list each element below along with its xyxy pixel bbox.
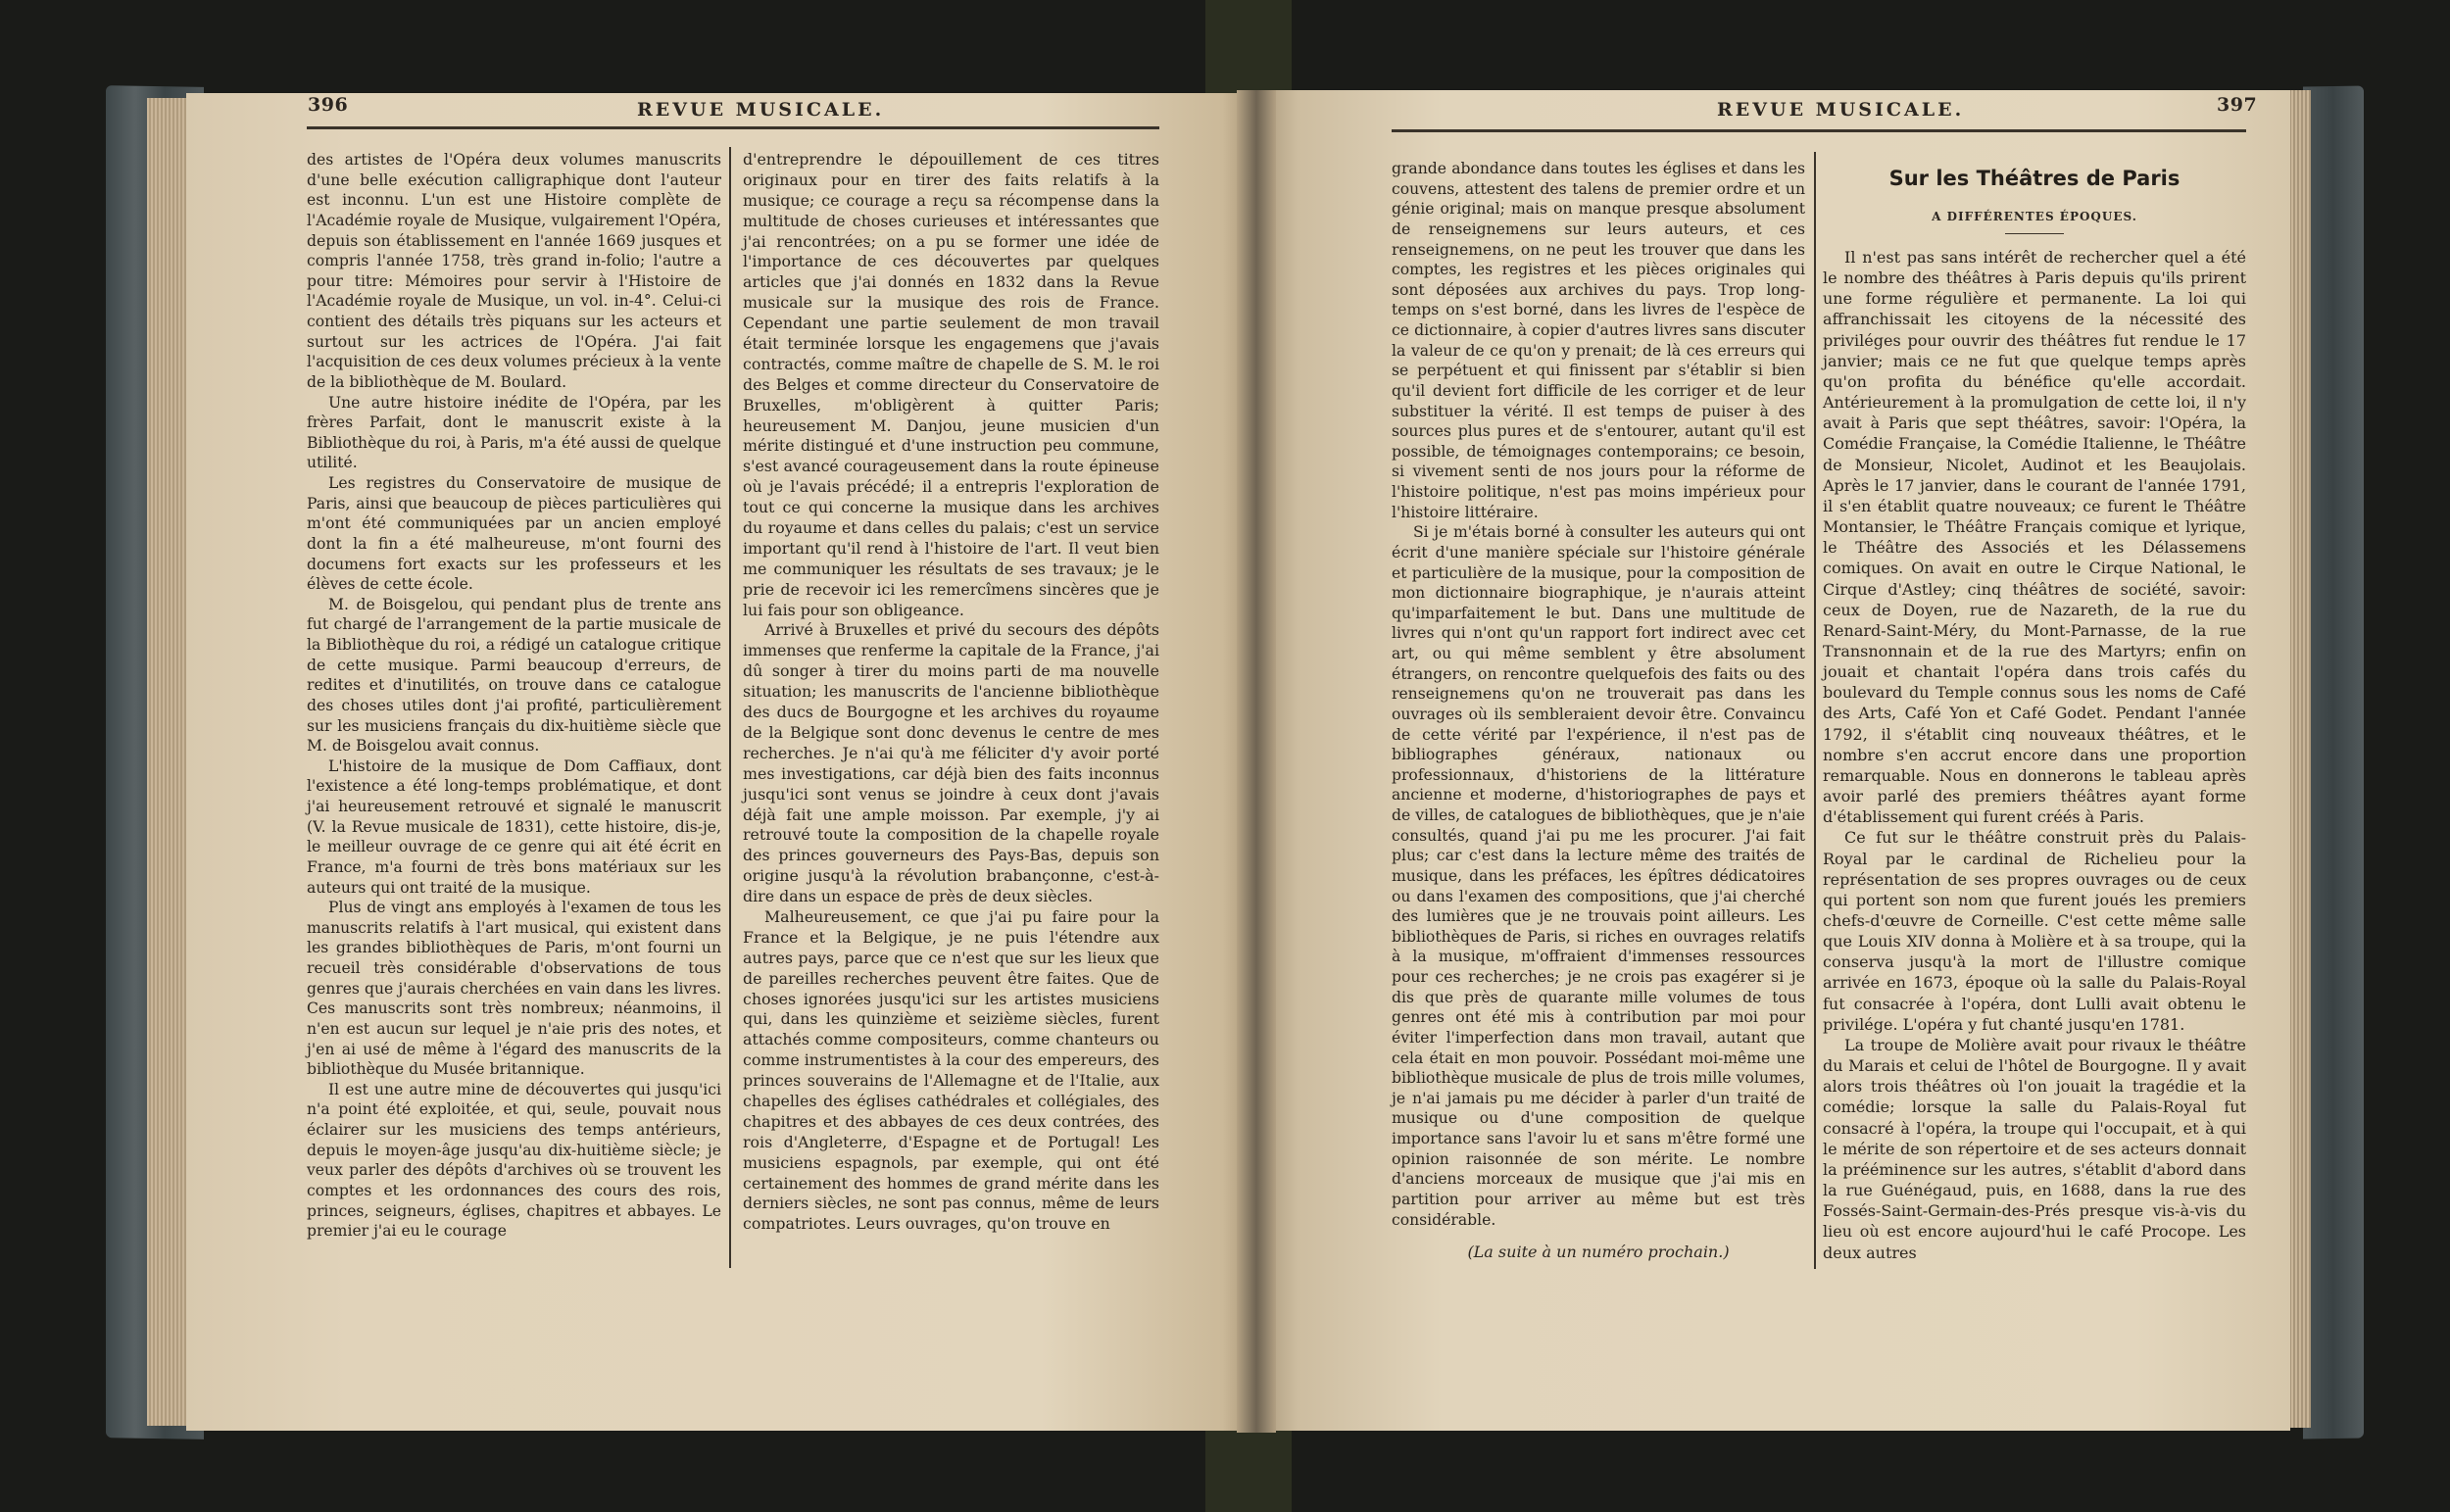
continuation-note: (La suite à un numéro prochain.) — [1467, 1243, 1730, 1261]
left-column-divider — [729, 147, 731, 1268]
paragraph: grande abondance dans toutes les églises et dans les couvens, attestent des talens de premier ordre et un génie original; mais on manque presque absolument de renseignemens sur leurs auteurs, et ces renseignemens, on ne peut les trouver que dans les comptes, les registres et les pièces originales qui sont déposées aux archives du pays. Trop long-temps on s'est borné, dans les livres de l'espèce de ce dictionnaire, à copier d'autres livres sans discuter la valeur de ce qu'on y prenait; de là ces erreurs qui se perpétuent et qui finissent par s'établir si bien qu'il devient fort difficile de les corriger et de leur substituer la vérité. Il est temps de puiser à des sources plus pures et de s'entourer, autant qu'il est possible, de témoignages contemporains; ce besoin, si vivement senti de nos jours pour la réforme de l'histoire politique, n'est pas moins impérieux pour l'histoire littéraire. — [1392, 160, 1805, 521]
left-running-head: REVUE MUSICALE. — [637, 99, 885, 121]
article-subtitle: A DIFFÉRENTES ÉPOQUES. — [1932, 210, 2137, 223]
right-column-divider — [1814, 152, 1816, 1269]
paragraph: Ce fut sur le théâtre construit près du Palais-Royal par le cardinal de Richelieu pour la représentation de ses propres ouvrages ou de ceux qui portent son nom que furent joués les premiers chefs-d'œuvre de Corneille. C'est cette même salle que Louis XIV donna à Molière et à sa troupe, qui la conserva jusqu'à la mort de l'illustre comique arrivée en 1673, époque où la salle du Palais-Royal fut consacrée à l'opéra, dont Lulli avait obtenu le privilége. L'opéra y fut chanté jusqu'en 1781. — [1823, 828, 2246, 1034]
paragraph: Arrivé à Bruxelles et privé du secours des dépôts immenses que renferme la capitale de la France, j'ai dû songer à tirer du moins parti de ma nouvelle situation; les manuscrits de l'ancienne bibliothèque des ducs de Bourgogne et les archives du royaume de la Belgique sont donc devenus le centre de mes recherches. Je n'ai qu'à me féliciter d'y avoir porté mes investigations, car déjà bien des faits inconnus jusqu'ici sont venus se joindre à ceux dont j'avais déjà fait une ample moisson. Par exemple, j'y ai retrouvé toute la composition de la chapelle royale des princes gouverneurs des Pays-Bas, depuis son origine jusqu'à la révolution brabançonne, c'est-à-dire dans un espace de près de deux siècles. — [743, 620, 1159, 906]
left-page-number: 396 — [308, 94, 349, 116]
right-header-rule — [1392, 129, 2246, 132]
right-page-number: 397 — [2217, 94, 2258, 116]
left-column-1 — [307, 150, 721, 1242]
paragraph: La troupe de Molière avait pour rivaux le théâtre du Marais et celui de l'hôtel de Bourgogne. Il y avait alors trois théâtres où l'on jouait la tragédie et la comédie; lorsque la salle du Palais-Royal fut consacré à l'opéra, la troupe qui l'occupait, et à qui le mérite de son répertoire et de ses acteurs donnait la prééminence sur les autres, s'établit d'abord dans la rue Guénégaud, puis, en 1688, dans la rue des Fossés-Saint-Germain-des-Prés presque vis-à-vis du lieu où est encore aujourd'hui le café Procope. Les deux autres — [1823, 1035, 2246, 1262]
right-column-1 — [1392, 159, 1805, 1230]
paragraph: L'histoire de la musique de Dom Caffiaux, dont l'existence a été long-temps problématique, et dont j'ai heureusement retrouvé et signalé le manuscrit (V. la Revue musicale de 1831), cette histoire, dis-je, le meilleur ouvrage de ce genre qui ait été écrit en France, m'a fourni de très bons matériaux sur les auteurs qui ont traité de la musique. — [307, 756, 721, 897]
right-running-head: REVUE MUSICALE. — [1717, 99, 1965, 121]
book-gutter — [1237, 90, 1276, 1433]
paragraph: M. de Boisgelou, qui pendant plus de trente ans fut chargé de l'arrangement de la partie musicale de la Bibliothèque du roi, a rédigé un catalogue critique de cette musique. Parmi beaucoup d'erreurs, de redites et d'inutilités, on trouve dans ce catalogue des choses utiles dont j'ai profité, particulièrement sur les musiciens français du dix-huitième siècle que M. de Boisgelou avait connus. — [307, 595, 721, 756]
left-header-rule — [307, 126, 1159, 129]
paragraph: Il est une autre mine de découvertes qui jusqu'ici n'a point été exploitée, et qui, seule, pouvait nous éclairer sur les musiciens des temps antérieurs, depuis le moyen-âge jusqu'au dix-huitième siècle; je veux parler des dépôts d'archives où se trouvent les comptes et les ordonnances des cours des rois, princes, seigneurs, églises, chapitres et abbayes. Le premier j'ai eu le courage — [307, 1080, 721, 1241]
paragraph: Il n'est pas sans intérêt de rechercher quel a été le nombre des théâtres à Paris depuis qu'ils prirent une forme régulière et permanente. La loi qui affranchissait les citoyens de la nécessité des priviléges pour ouvrir des théâtres fut rendue le 17 janvier; mais ce ne fut que quelque temps après qu'on profita du bénéfice qu'elle accordait. Antérieurement à la promulgation de cette loi, il n'y avait à Paris que sept théâtres, savoir: l'Opéra, la Comédie Française, la Comédie Italienne, le Théâtre de Monsieur, Nicolet, Audinot et les Beaujolais. Après le 17 janvier, dans le courant de l'année 1791, il s'en établit quatre nouveaux; ce furent le Théâtre Montansier, le Théâtre Français comique et lyrique, le Théâtre des Associés et les Délassemens comiques. On avait en outre le Cirque National, le Cirque d'Astley; cinq théâtres de société, savoir: ceux de Doyen, rue de Nazareth, de la rue du Renard-Saint-Méry, du Mont-Parnasse, de la rue Transnonnain et de la rue des Martyrs; enfin on jouait et chantait l'opéra dans trois cafés du boulevard du Temple connus sous les noms de Café des Arts, Café Yon et Café Godet. Pendant l'année 1792, il s'établit cinq nouveaux théâtres, et le nombre s'en accrut encore dans une proportion remarquable. Nous en donnerons le tableau après avoir parlé des premiers théâtres ayant forme d'établissement qui furent créés à Paris. — [1823, 248, 2246, 827]
book-cover-right — [2303, 85, 2364, 1439]
paragraph: Plus de vingt ans employés à l'examen de tous les manuscrits relatifs à l'art musical, qui existent dans les grandes bibliothèques de Paris, m'ont fourni un recueil très considérable d'observations de tous genres que j'aurais cherchées en vain dans les livres. Ces manuscrits sont très nombreux; néanmoins, il n'en est aucun sur lequel je n'aie pris des notes, et j'en ai usé de même à l'égard des manuscrits de la bibliothèque du Musée britannique. — [307, 899, 721, 1079]
article-title: Sur les Théâtres de Paris — [1888, 167, 2180, 190]
right-column-2 — [1823, 247, 2246, 1263]
paragraph: Si je m'étais borné à consulter les auteurs qui ont écrit d'une manière spéciale sur l'histoire générale et particulière de la musique, pour la composition de mon dictionnaire biographique, je n'aurais atteint qu'imparfaitement le but. Dans une multitude de livres qui n'ont qu'un rapport fort indirect avec cet art, ou qui même semblent y être absolument étrangers, on rencontre quelquefois des faits ou des renseignemens qu'on ne trouverait pas dans les ouvrages où ils sembleraient devoir être. Convaincu de cette vérité par l'expérience, il n'est pas de bibliographes généraux, nationaux ou professionnaux, d'historiens de la littérature ancienne et moderne, d'historiographes de pays et de villes, de catalogues de bibliothèques, que je n'aie consultés, quand j'ai pu me les procurer. J'ai fait plus; car c'est dans la lecture même des traités de musique, dans les préfaces, les épîtres dédicatoires ou dans l'examen des compositions, que j'ai cherché des lumières que je ne trouvais point ailleurs. Les bibliothèques de Paris, si riches en ouvrages relatifs à la musique, m'offraient d'immenses ressources pour ces recherches; je ne crois pas exagérer si je dis que près de quarante mille volumes de tous genres ont été mis à contribution par moi pour éviter l'imperfection dans mon travail, autant que cela était en mon pouvoir. Possédant moi-même une bibliothèque musicale de plus de trois mille volumes, je n'ai jamais pu me décider à parler d'un traité de musique ou d'une composition de quelque importance sans l'avoir lu et sans m'être formé une opinion raisonnée de son mérite. Le nombre d'anciens morceaux de musique que j'ai mis en partition pour arriver au même but est très considérable. — [1392, 523, 1805, 1229]
paragraph: Une autre histoire inédite de l'Opéra, par les frères Parfait, dont le manuscrit existe à la Bibliothèque du roi, à Paris, m'a été aussi de quelque utilité. — [307, 393, 721, 472]
left-column-2 — [743, 150, 1159, 1235]
title-rule — [2005, 233, 2064, 234]
paragraph: d'entreprendre le dépouillement de ces titres originaux pour en tirer des faits relatifs à la musique; ce courage a reçu sa récompense dans la multitude de choses curieuses et intéressantes que j'ai rencontrées; on a pu se former une idée de l'importance de ces découvertes par quelques articles que j'ai donnés en 1832 dans la Revue musicale sur la musique des rois de France. Cependant une partie seulement de mon travail était terminée lorsque les engagemens que j'avais contractés, comme maître de chapelle de S. M. le roi des Belges et comme directeur du Conservatoire de Bruxelles, m'obligèrent à quitter Paris; heureusement M. Danjou, jeune musicien d'un mérite distingué et d'une instruction peu commune, s'est avancé courageusement dans la route épineuse où je l'avais précédé; il a entrepris l'exploration de tout ce qui concerne la musique dans les archives du royaume et dans celles du palais; c'est un service important qu'il rend à l'histoire de l'art. Il veut bien me communiquer les résultats de ses travaux; je le prie de recevoir ici les remercîmens sincères que je lui fais pour son obligeance. — [743, 150, 1159, 619]
paragraph: Les registres du Conservatoire de musique de Paris, ainsi que beaucoup de pièces particulières qui m'ont été communiquées par un ancien employé dont la fin a été malheureuse, m'ont fourni des documens fort exacts sur les professeurs et les élèves de cette école. — [307, 474, 721, 594]
paragraph: Malheureusement, ce que j'ai pu faire pour la France et la Belgique, je ne puis l'étendre aux autres pays, parce que ce n'est que sur les lieux que de pareilles recherches peuvent être faites. Que de choses ignorées jusqu'ici sur les artistes musiciens qui, dans les quinzième et seizième siècles, furent attachés comme compositeurs, comme chanteurs ou comme instrumentistes à la cour des empereurs, des princes souverains de l'Allemagne et de l'Italie, aux chapelles des églises cathédrales et collégiales, des chapitres et des abbayes de ces deux contrées, des rois d'Angleterre, d'Espagne et de Portugal! Les musiciens espagnols, par exemple, qui ont été certainement des hommes de grand mérite dans les derniers siècles, ne sont pas connus, même de leurs compatriotes. Leurs ouvrages, qu'on trouve en — [743, 906, 1159, 1234]
paragraph: des artistes de l'Opéra deux volumes manuscrits d'une belle exécution calligraphique dont l'auteur est inconnu. L'un est une Histoire complète de l'Académie royale de Musique, vulgairement l'Opéra, depuis son établissement en l'année 1669 jusques et compris l'année 1758, très grand in-folio; l'autre a pour titre: Mémoires pour servir à l'Histoire de l'Académie royale de Musique, un vol. in-4°. Celui-ci contient des détails très piquans sur les acteurs et surtout sur les actrices de l'Opéra. J'ai fait l'acquisition de ces deux volumes précieux à la vente de la bibliothèque de M. Boulard. — [307, 151, 721, 391]
